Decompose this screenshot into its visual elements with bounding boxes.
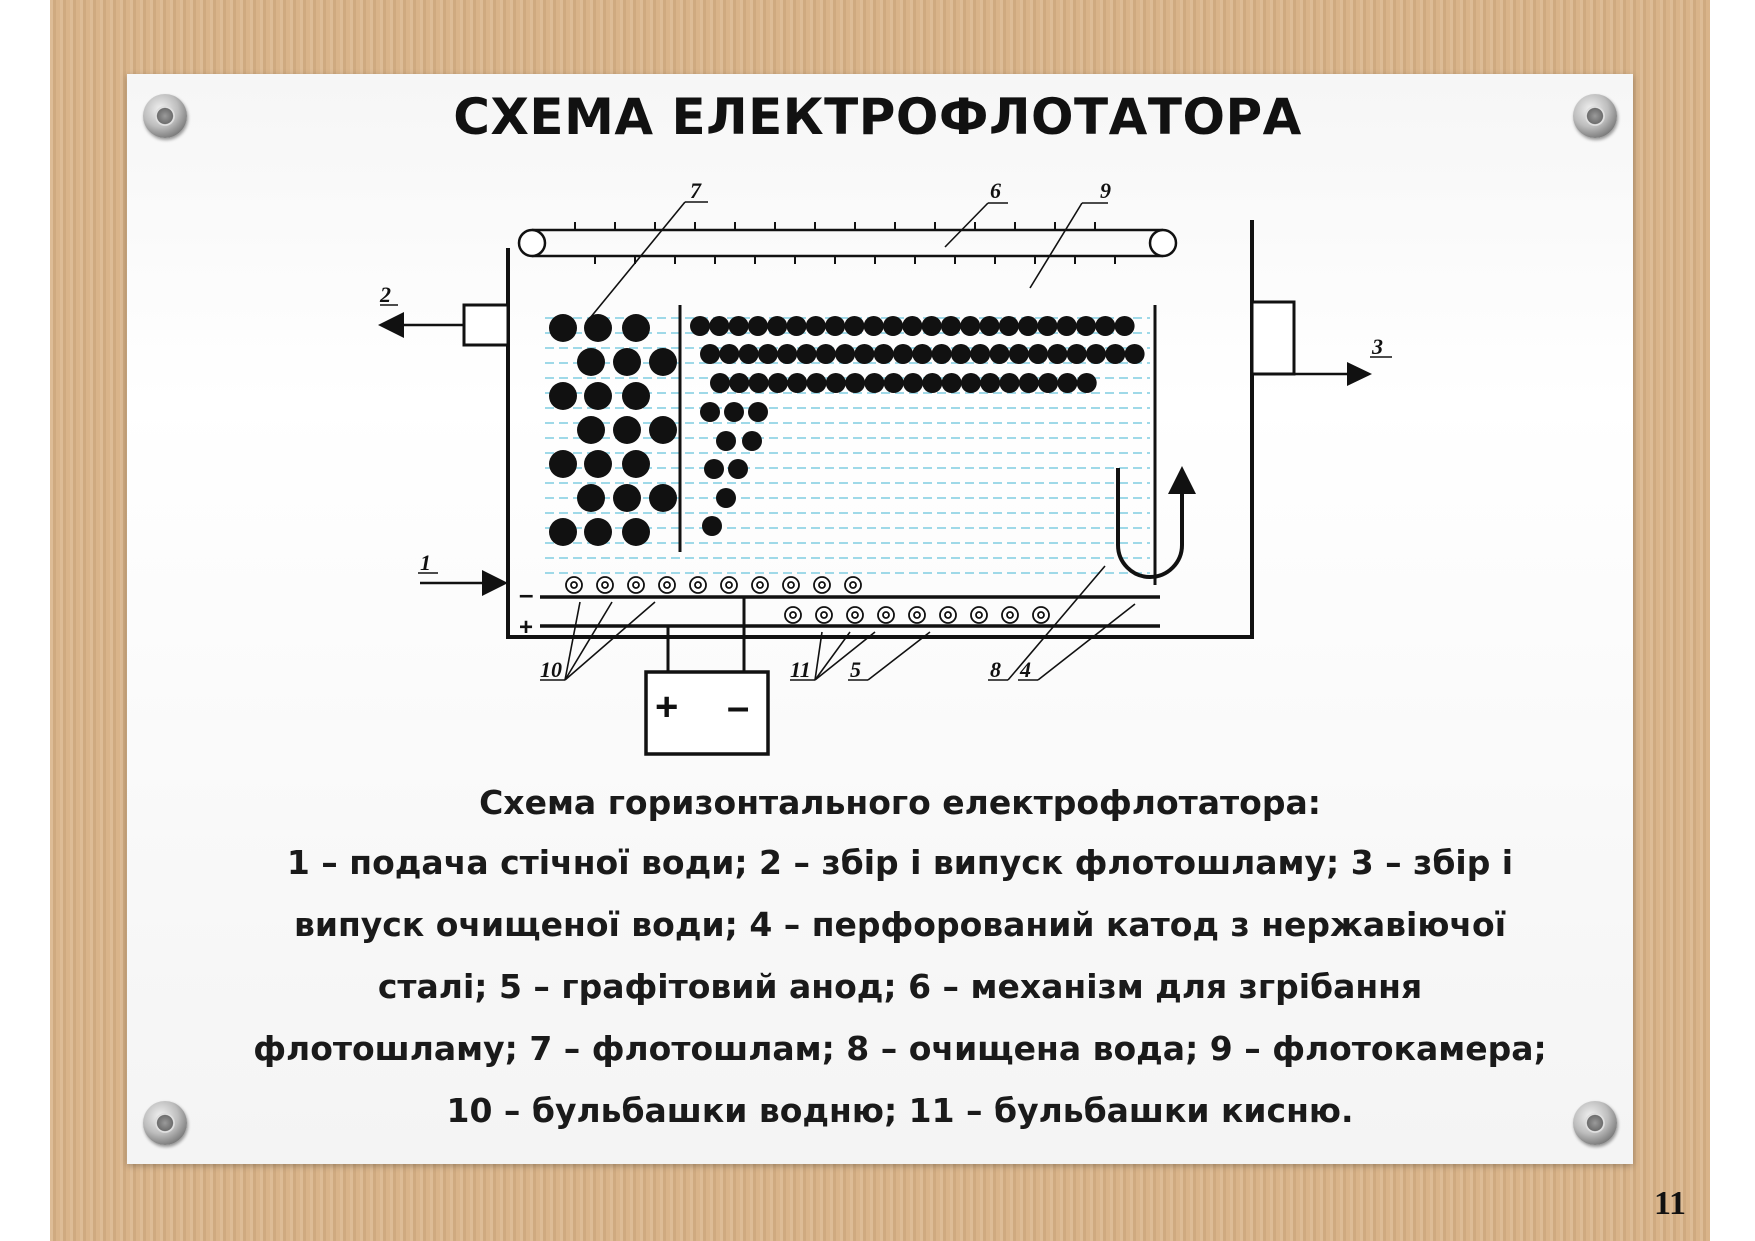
- oxygen-bubble-core: [852, 612, 858, 618]
- sludge-floc: [864, 373, 884, 393]
- flow-arrow: [1118, 468, 1182, 577]
- sludge-floc: [922, 316, 942, 336]
- label-9: 9: [1100, 178, 1111, 203]
- battery-minus-sign: –: [727, 685, 750, 729]
- sludge-floc: [806, 316, 826, 336]
- sludge-floc: [902, 316, 922, 336]
- sludge-floc: [1067, 344, 1087, 364]
- sludge-floc: [1125, 344, 1145, 364]
- sludge-floc: [739, 344, 759, 364]
- hydrogen-bubble-core: [788, 582, 794, 588]
- sludge-floc: [758, 344, 778, 364]
- label-1: 1: [420, 550, 431, 575]
- sludge-floc: [710, 373, 730, 393]
- hydrogen-bubble-core: [726, 582, 732, 588]
- sludge-floc: [1086, 344, 1106, 364]
- sludge-floc: [1095, 316, 1115, 336]
- sludge-floc: [622, 314, 650, 342]
- sludge-floc: [768, 373, 788, 393]
- sludge-floc: [893, 344, 913, 364]
- sludge-floc: [549, 518, 577, 546]
- oxygen-bubbles: [785, 607, 1049, 623]
- cathode-sign: –: [519, 579, 534, 609]
- hydrogen-bubble-core: [850, 582, 856, 588]
- sludge-floc: [767, 316, 787, 336]
- sludge-floc: [549, 382, 577, 410]
- sludge-floc: [649, 348, 677, 376]
- slide-title: СХЕМА ЕЛЕКТРОФЛОТАТОРА: [453, 88, 1302, 146]
- sludge-floc: [816, 344, 836, 364]
- sludge-floc: [716, 488, 736, 508]
- sludge-floc: [690, 316, 710, 336]
- label-6: 6: [990, 178, 1001, 203]
- sludge-floc: [1077, 373, 1097, 393]
- sludge-outlet-pipe: [464, 305, 508, 345]
- hydrogen-bubble-core: [695, 582, 701, 588]
- sludge-floc: [729, 316, 749, 336]
- oxygen-bubble-core: [883, 612, 889, 618]
- caption-heading: Схема горизонтального електрофлотатора:: [479, 783, 1321, 822]
- sludge-floc: [1057, 316, 1077, 336]
- sludge-floc: [613, 416, 641, 444]
- label-11: 11: [790, 657, 811, 682]
- sludge-floc: [1038, 373, 1058, 393]
- inlet-arrow: [482, 570, 508, 596]
- sludge-floc: [1028, 344, 1048, 364]
- sludge-floc: [951, 344, 971, 364]
- sludge-floc: [960, 316, 980, 336]
- sludge-floc: [549, 450, 577, 478]
- sludge-floc: [797, 344, 817, 364]
- oxygen-bubble-core: [790, 612, 796, 618]
- sludge-floc: [613, 348, 641, 376]
- oxygen-bubble-core: [914, 612, 920, 618]
- scraper-conveyor: [519, 222, 1176, 264]
- sludge-floc: [1019, 373, 1039, 393]
- sludge-floc: [728, 459, 748, 479]
- sludge-floc: [980, 373, 1000, 393]
- sludge-floc: [874, 344, 894, 364]
- oxygen-bubble-core: [821, 612, 827, 618]
- sludge-floc: [719, 344, 739, 364]
- sludge-floc: [854, 344, 874, 364]
- sludge-floc: [932, 344, 952, 364]
- sludge-floc: [990, 344, 1010, 364]
- label-2: 2: [380, 282, 391, 307]
- oxygen-bubble-core: [976, 612, 982, 618]
- clean-water-outlet-pipe: [1252, 302, 1294, 374]
- sludge-floc: [845, 373, 865, 393]
- sludge-floc: [825, 316, 845, 336]
- sludge-floc: [884, 373, 904, 393]
- sludge-outlet-arrow: [378, 312, 404, 338]
- sludge-floc: [716, 431, 736, 451]
- label-8: 8: [990, 657, 1001, 682]
- sludge-floc: [700, 402, 720, 422]
- sludge-floc: [970, 344, 990, 364]
- sludge-floc: [748, 316, 768, 336]
- sludge-floc: [1057, 373, 1077, 393]
- sludge-floc: [835, 344, 855, 364]
- hydrogen-bubble-core: [757, 582, 763, 588]
- sludge-floc: [787, 373, 807, 393]
- sludge-floc: [704, 459, 724, 479]
- sludge-floc: [724, 402, 744, 422]
- sludge-floc: [844, 316, 864, 336]
- sludge-floc: [748, 402, 768, 422]
- sludge-floc: [584, 450, 612, 478]
- label-3: 3: [1372, 334, 1383, 359]
- hydrogen-bubbles: [566, 577, 861, 593]
- label-7: 7: [690, 178, 701, 203]
- hydrogen-bubble-core: [633, 582, 639, 588]
- sludge-floc: [942, 373, 962, 393]
- sludge-floc: [622, 382, 650, 410]
- sludge-floc: [1000, 373, 1020, 393]
- flotation-sludge: [549, 314, 1145, 546]
- page-number: 11: [1653, 1185, 1687, 1222]
- sludge-floc: [577, 416, 605, 444]
- sludge-floc: [1009, 344, 1029, 364]
- sludge-floc: [584, 382, 612, 410]
- sludge-floc: [649, 416, 677, 444]
- sludge-floc: [807, 373, 827, 393]
- hydrogen-bubble-core: [602, 582, 608, 588]
- label-4: 4: [1020, 657, 1031, 682]
- sludge-floc: [622, 450, 650, 478]
- hydrogen-bubble-core: [571, 582, 577, 588]
- battery-plus-sign: +: [655, 685, 679, 729]
- sludge-floc: [912, 344, 932, 364]
- sludge-floc: [742, 431, 762, 451]
- caption-legend: 1 – подача стічної води; 2 – збір і випуск флотошламу; 3 – збір і випуск очищеної води; 4 – перфорований катод з нержавіючої сталі; 5 – графітовий анод; 6 – механізм для згрібання флотошламу; 7 – флотошлам; 8 – очищена вода; 9 – флотокамера; 10 – бульбашки водню; 11 – бульбашки кисню.: [253, 843, 1547, 1130]
- sludge-floc: [622, 518, 650, 546]
- sludge-floc: [922, 373, 942, 393]
- sludge-floc: [777, 344, 797, 364]
- sludge-floc: [999, 316, 1019, 336]
- sludge-floc: [729, 373, 749, 393]
- sludge-floc: [903, 373, 923, 393]
- sludge-floc: [883, 316, 903, 336]
- label-10: 10: [540, 657, 562, 682]
- sludge-floc: [577, 484, 605, 512]
- sludge-floc: [749, 373, 769, 393]
- sludge-floc: [1076, 316, 1096, 336]
- label-5: 5: [850, 657, 861, 682]
- sludge-floc: [1105, 344, 1125, 364]
- sludge-floc: [584, 518, 612, 546]
- sludge-floc: [980, 316, 1000, 336]
- sludge-floc: [549, 314, 577, 342]
- oxygen-bubble-core: [1038, 612, 1044, 618]
- anode-sign: +: [519, 614, 534, 641]
- sludge-floc: [787, 316, 807, 336]
- sludge-floc: [1037, 316, 1057, 336]
- power-source-battery: [646, 597, 768, 754]
- sludge-floc: [649, 484, 677, 512]
- sludge-floc: [613, 484, 641, 512]
- clean-water-outlet-arrow: [1347, 362, 1372, 386]
- sludge-floc: [864, 316, 884, 336]
- oxygen-bubble-core: [945, 612, 951, 618]
- sludge-floc: [826, 373, 846, 393]
- hydrogen-bubble-core: [664, 582, 670, 588]
- sludge-floc: [1115, 316, 1135, 336]
- sludge-floc: [1018, 316, 1038, 336]
- oxygen-bubble-core: [1007, 612, 1013, 618]
- sludge-floc: [941, 316, 961, 336]
- sludge-floc: [584, 314, 612, 342]
- sludge-floc: [961, 373, 981, 393]
- sludge-floc: [577, 348, 605, 376]
- sludge-floc: [702, 516, 722, 536]
- sludge-floc: [1047, 344, 1067, 364]
- sludge-floc: [700, 344, 720, 364]
- sludge-floc: [709, 316, 729, 336]
- hydrogen-bubble-core: [819, 582, 825, 588]
